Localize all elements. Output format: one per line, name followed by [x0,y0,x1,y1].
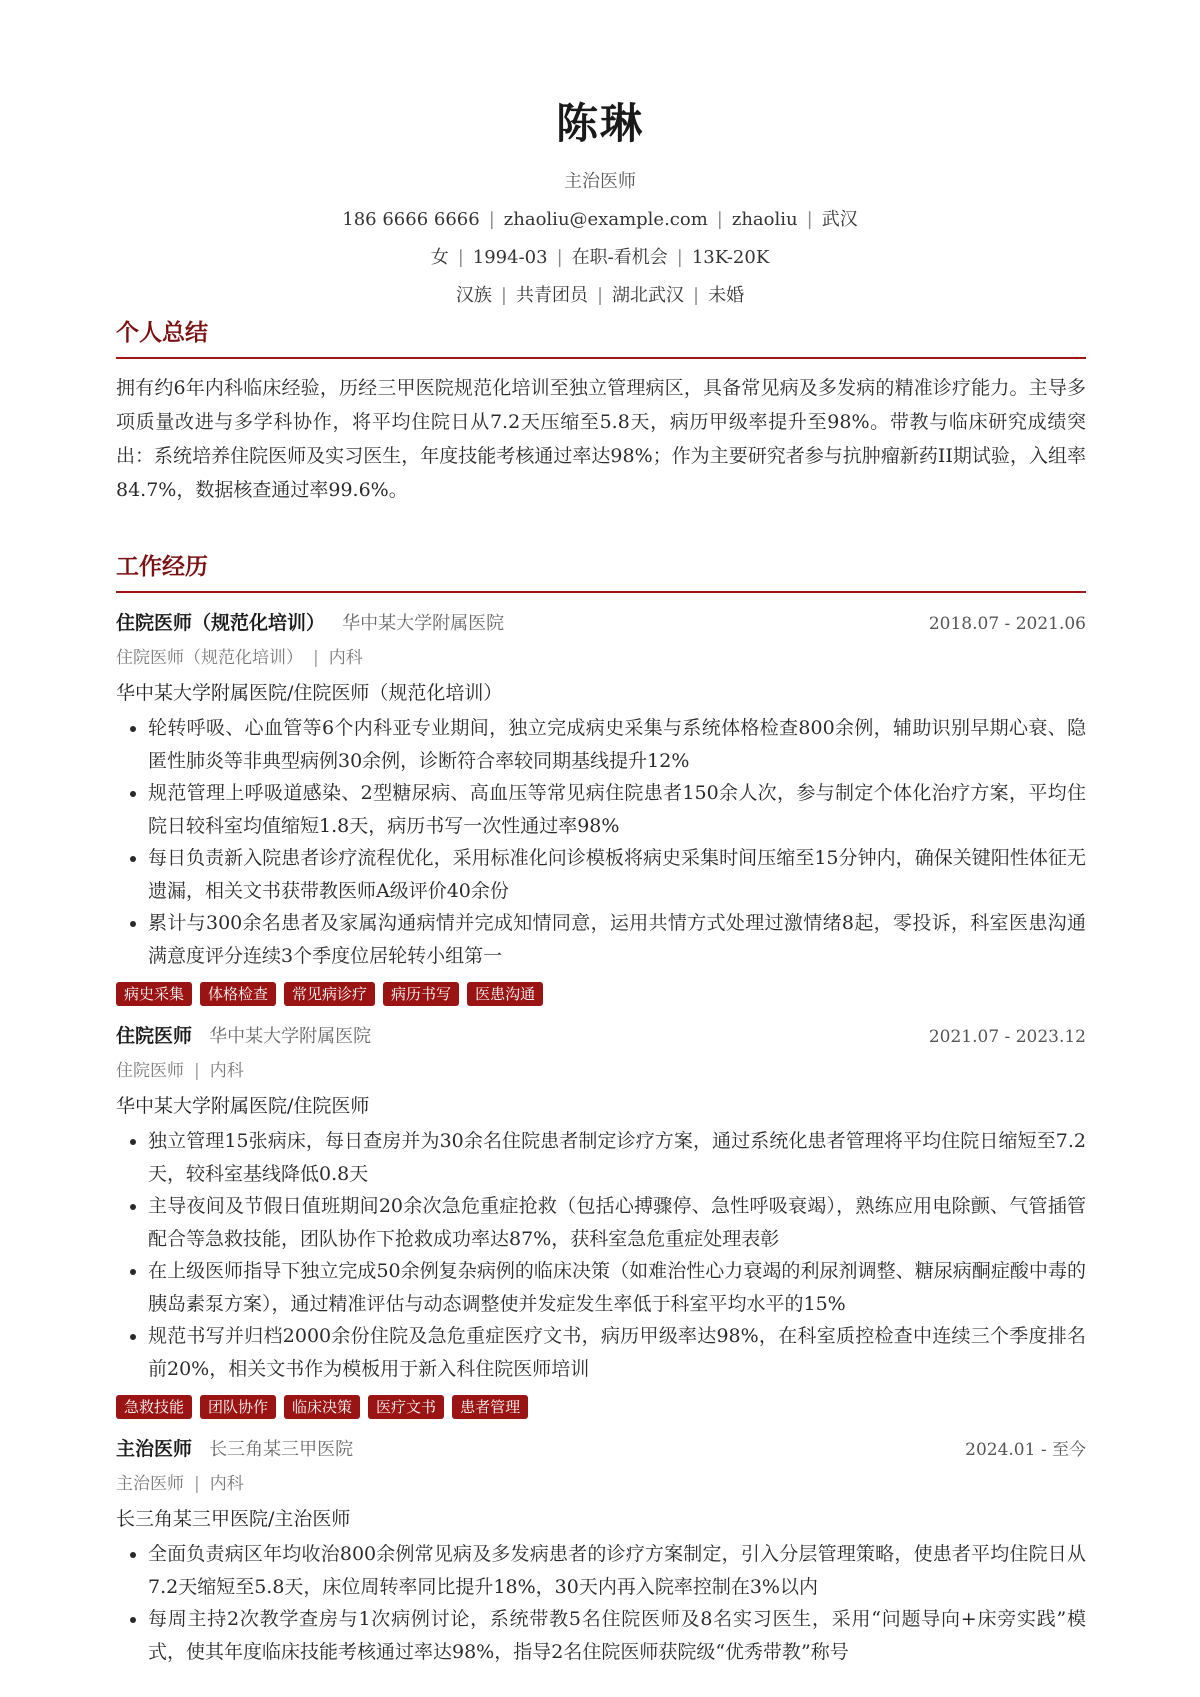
summary-text: 拥有约6年内科临床经验，历经三甲医院规范化培训至独立管理病区，具备常见病及多发病的精准诊疗能力。主导多项质量改进与多学科协作，将平均住院日从7.2天压缩至5.8天，病历甲级率提升至98%。带教与临床研究成绩突出：系统培养住院医师及实习医生，年度技能考核通过率达98%；作为主要研究者参与抗肿瘤新药II期试验，入组率84.7%，数据核查通过率99.6%。 [116,377,1086,501]
list-item: • 在上级医师指导下独立完成50余例复杂病例的临床决策（如难治性心力衰竭的利尿剂调整、糖尿病酮症酸中毒的胰岛素泵方案），通过精准评估与动态调整使并发症发生率低于科室平均水平的15% [148,1255,1086,1320]
job-entry [116,1435,1086,1668]
hometown: 湖北武汉 [612,285,685,306]
candidate-title: 主治医师 [564,171,636,192]
job-department: 内科 [209,1474,244,1494]
list-item: • 独立管理15张病床，每日查房并为30余名住院患者制定诊疗方案，通过系统化患者管理将平均住院日缩短至7.2天，较科室基线降低0.8天 [148,1125,1086,1190]
job-entry [116,1022,1086,1419]
summary-section [116,318,1086,507]
contact-row [0,208,1200,232]
job-subtitle [116,1059,1086,1083]
skill-tags [116,1395,1086,1419]
job-bullets [116,712,1086,972]
skill-tag: 团队协作 [200,1395,276,1419]
job-organization: 华中某大学附属医院 [209,1026,372,1047]
list-item: • 每日负责新入院患者诊疗流程优化，采用标准化问诊模板将病史采集时间压缩至15分钟内，确保关键阳性体征无遗漏，相关文书获带教医师A级评价40余份 [148,842,1086,907]
job-date: 2024.01 - 至今 [965,1440,1086,1460]
separator: | [596,285,604,306]
job-title: 住院医师（规范化培训） [116,612,326,634]
gender: 女 [430,247,449,268]
separator: | [457,247,464,268]
job-header [116,1435,1086,1464]
job-role: 住院医师（规范化培训） [116,648,303,668]
separator: | [488,209,495,230]
job-title-group [116,1022,371,1051]
job-status: 在职-看机会 [571,247,668,268]
skill-tag: 常见病诊疗 [284,982,375,1006]
skill-tag: 患者管理 [452,1395,528,1419]
job-organization: 华中某大学附属医院 [342,613,505,634]
phone: 186 6666 6666 [342,209,480,230]
job-entry [116,609,1086,1006]
job-title: 主治医师 [116,1438,193,1460]
job-unit: 华中某大学附属医院/住院医师 [116,1095,370,1117]
job-role: 住院医师 [116,1061,184,1081]
list-item: • 规范书写并归档2000余份住院及急危重症医疗文书，病历甲级率达98%，在科室质控检查中连续三个季度排名前20%，相关文书作为模板用于新入科住院医师培训 [148,1320,1086,1385]
job-unit: 华中某大学附属医院/住院医师（规范化培训） [116,682,503,704]
separator: | [194,1474,200,1494]
skill-tag: 病史采集 [116,982,192,1006]
job-title-group [116,1435,353,1464]
job-unit: 长三角某三甲医院/主治医师 [116,1508,351,1530]
salary: 13K-20K [691,247,770,268]
job-subtitle [116,646,1086,670]
job-header [116,609,1086,638]
skill-tags [116,982,1086,1006]
list-item: • 规范管理上呼吸道感染、2型糖尿病、高血压等常见病住院患者150余人次，参与制定个体化治疗方案，平均住院日较科室均值缩短1.8天，病历书写一次性通过率98% [148,777,1086,842]
skill-tag: 病历书写 [383,982,459,1006]
basic-info-row [0,246,1200,270]
job-date: 2018.07 - 2021.06 [928,614,1086,634]
birth-date: 1994-03 [472,247,548,268]
list-item: • 轮转呼吸、心血管等6个内科亚专业期间，独立完成病史采集与系统体格检查800余例，辅助识别早期心衰、隐匿性肺炎等非典型病例30余例，诊断符合率较同期基线提升12% [148,712,1086,777]
job-header [116,1022,1086,1051]
job-title-group [116,609,504,638]
job-department: 内科 [209,1061,244,1081]
political-status: 共青团员 [515,285,588,306]
skill-tag: 体格检查 [200,982,276,1006]
separator: | [806,209,813,230]
separator: | [716,209,723,230]
job-subtitle [116,1472,1086,1496]
skill-tag: 医疗文书 [368,1395,444,1419]
separator: | [194,1061,200,1081]
separator: | [556,247,563,268]
job-organization: 长三角某三甲医院 [209,1439,354,1460]
job-date: 2021.07 - 2023.12 [928,1027,1086,1047]
skill-tag: 医患沟通 [467,982,543,1006]
separator: | [313,648,319,668]
job-department: 内科 [328,648,363,668]
experience-section [116,552,1086,1668]
list-item: • 每周主持2次教学查房与1次病例讨论，系统带教5名住院医师及8名实习医生，采用“问题导向+床旁实践”模式，使其年度临床技能考核通过率达98%，指导2名住院医师获院级“优秀带教”称号 [148,1603,1086,1668]
separator: | [693,285,700,306]
marital-status: 未婚 [708,285,745,306]
list-item: • 累计与300余名患者及家属沟通病情并完成知情同意，运用共情方式处理过激情绪8起，零投诉，科室医患沟通满意度评分连续3个季度位居轮转小组第一 [148,907,1086,972]
job-bullets [116,1538,1086,1668]
list-item: • 全面负责病区年均收治800余例常见病及多发病患者的诊疗方案制定，引入分层管理策略，使患者平均住院日从7.2天缩短至5.8天，床位周转率同比提升18%，30天内再入院率控制在3%以内 [148,1538,1086,1603]
personal-info-row [0,284,1200,308]
separator: | [676,247,683,268]
skill-tag: 临床决策 [284,1395,360,1419]
summary-heading: 个人总结 [116,318,1086,359]
city: 武汉 [821,209,858,230]
experience-heading: 工作经历 [116,552,1086,593]
list-item: • 主导夜间及节假日值班期间20余次急危重症抢救（包括心搏骤停、急性呼吸衰竭），熟练应用电除颤、气管插管配合等急救技能，团队协作下抢救成功率达87%，获科室急危重症处理表彰 [148,1190,1086,1255]
job-role: 主治医师 [116,1474,184,1494]
email: zhaoliu@example.com [503,209,708,230]
skill-tag: 急救技能 [116,1395,192,1419]
username: zhaoliu [731,209,798,230]
job-title: 住院医师 [116,1025,193,1047]
ethnicity: 汉族 [455,285,492,306]
job-bullets [116,1125,1086,1385]
resume-header [0,0,1200,308]
candidate-name: 陈琳 [555,99,644,148]
separator: | [500,285,507,306]
